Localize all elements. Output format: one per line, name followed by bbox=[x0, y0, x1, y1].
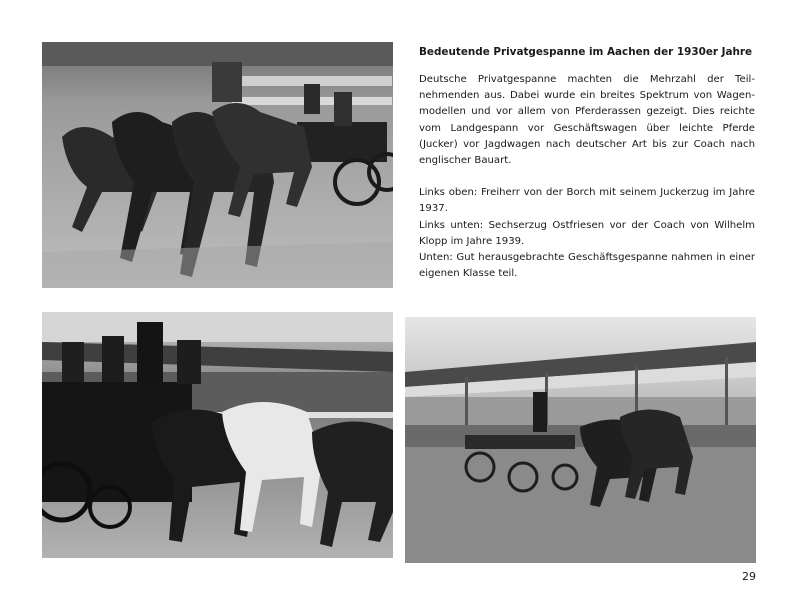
article-text bbox=[419, 44, 755, 282]
article-paragraph: Deutsche Privatgespanne machten die Mehrzahl der Teilnehmenden aus. Dabei wurde ein breites Spektrum von Wagenmodellen und vor allem von Pferderassen gezeigt. Dies reichte vom Landgespann vor Geschäftswagen über leichte Pferde (Jucker) vor Jagdwagen nach deutscher Art bis zur Coach nach englischer Bauart. bbox=[419, 74, 755, 167]
caption-top-left: Links oben: Freiherr von der Borch mit seinem Juckerzug im Jahre 1937. bbox=[419, 187, 755, 215]
photo-geschaeftsgespanne bbox=[405, 317, 756, 563]
photo-captions bbox=[419, 185, 755, 282]
caption-bottom-right: Unten: Gut herausgebrachte Geschäftsgespanne nahmen in einer eigenen Klasse teil. bbox=[419, 252, 755, 280]
article-heading: Bedeutende Privatgespanne im Aachen der 1930er Jahre bbox=[419, 46, 753, 58]
photo-geschaeftsgespanne-image bbox=[405, 317, 756, 563]
photo-sechserzug-image bbox=[42, 312, 393, 558]
page-number: 29 bbox=[742, 570, 756, 583]
photo-sechserzug-1939 bbox=[42, 312, 393, 558]
photo-juckerzug-1937 bbox=[42, 42, 393, 288]
caption-bottom-left: Links unten: Sechserzug Ostfriesen vor der Coach von Wilhelm Klopp im Jahre 1939. bbox=[419, 219, 755, 247]
photo-juckerzug-image bbox=[42, 42, 393, 288]
